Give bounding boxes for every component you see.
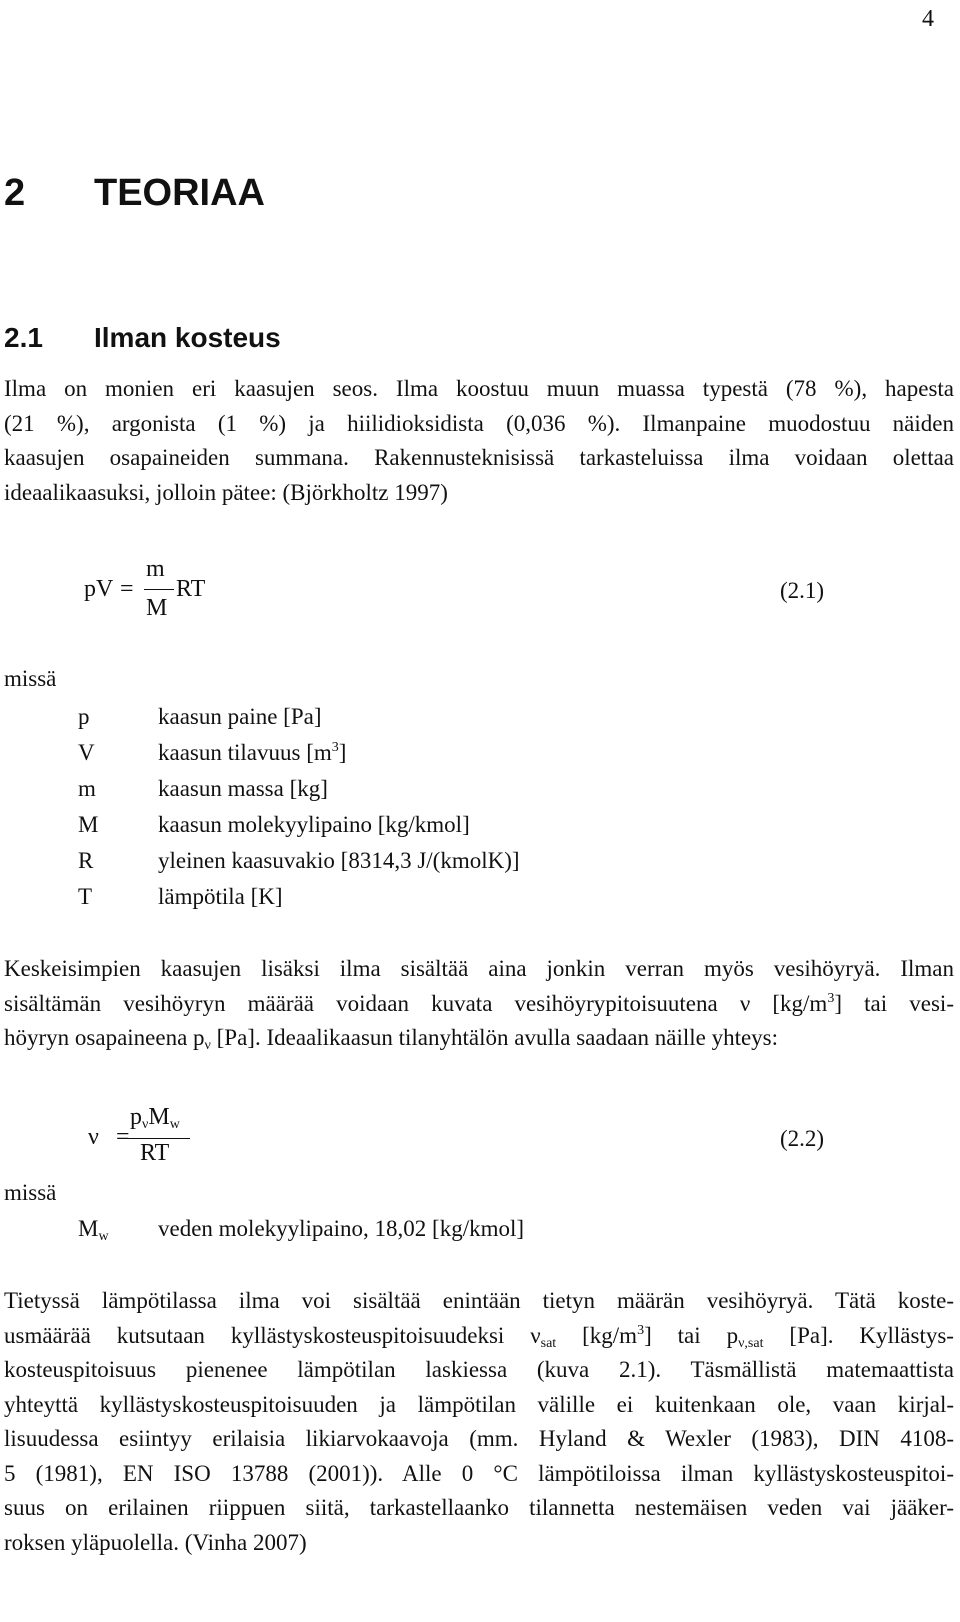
paragraph-line: suus on erilainen riippuen siitä, tarkastellaanko tilannetta nestemäisen veden vai jääker- bbox=[4, 1495, 954, 1520]
variable-description: yleinen kaasuvakio [8314,3 J/(kmolK)] bbox=[158, 848, 520, 873]
paragraph-line: yhteyttä kyllästyskosteuspitoisuuden ja lämpötilan välille ei kuitenkaan ole, vaan kirjal- bbox=[4, 1391, 954, 1417]
paragraph-line: lisuudessa esiintyy erilaisia likiarvokaavoja (mm. Hyland & Wexler (1983), DIN 4108- bbox=[4, 1426, 954, 1451]
eq1-lhs: pV bbox=[84, 576, 114, 602]
variable-description: lämpötila [K] bbox=[158, 884, 283, 909]
paragraph-line: Ilma on monien eri kaasujen seos. Ilma koostuu muun muassa typestä (78 %), hapesta bbox=[4, 376, 954, 401]
paragraph-line: Tietyssä lämpötilassa ilma voi sisältää enintään tietyn määrän vesihöyryä. Tätä koste- bbox=[4, 1288, 954, 1313]
section-title: Ilman kosteus bbox=[94, 322, 281, 353]
eq2-numerator: $p_\nu M_w$ bbox=[130, 1104, 180, 1132]
paragraph-line: usmäärää kutsutaan kyllästyskosteuspitoisuudeksi $\nu_{sat}$ $[kg/m^3]$ tai $p_{\nu,sat}$ [Pa]. Kyllästys- bbox=[4, 1322, 954, 1351]
paragraph-line: sisältämän vesihöyryn määrää voidaan kuvata vesihöyrypitoisuutena ν $[kg/m^3]$ tai vesi- bbox=[4, 990, 954, 1016]
chapter-number: 2 bbox=[4, 172, 26, 214]
eq1-numerator: m bbox=[146, 556, 165, 582]
variable-symbol: R bbox=[78, 848, 94, 873]
variable-description: kaasun paine [Pa] bbox=[158, 704, 322, 729]
paragraph-1 bbox=[4, 372, 954, 510]
paragraph-line: 5 (1981), EN ISO 13788 (2001)). Alle 0 °C lämpötiloissa ilman kyllästyskosteuspitoi- bbox=[4, 1460, 954, 1486]
paragraph-line: ideaalikaasuksi, jolloin pätee: (Björkholtz 1997) bbox=[4, 479, 448, 505]
where-label-2: missä bbox=[4, 1180, 57, 1205]
where-label-1: missä bbox=[4, 666, 57, 691]
variable-description: veden molekyylipaino, 18,02 [kg/kmol] bbox=[158, 1216, 525, 1241]
eq1-number: (2.1) bbox=[780, 578, 825, 603]
eq1-denominator: M bbox=[146, 595, 168, 621]
paragraph-3 bbox=[4, 1284, 954, 1560]
paragraph-line: höyryn osapaineena $p_\nu$ [Pa]. Ideaalikaasun tilanyhtälön avulla saadaan näille yhteys: bbox=[4, 1025, 779, 1053]
eq2-fraction-line bbox=[128, 1138, 190, 1139]
eq2-lhs: ν bbox=[88, 1124, 99, 1150]
paragraph-line: kaasujen osapaineiden summana. Rakennusteknisissä tarkasteluissa ilma voidaan olettaa bbox=[4, 445, 954, 470]
section-heading bbox=[4, 322, 281, 354]
eq2-denominator: RT bbox=[140, 1140, 170, 1166]
variable-symbol: V bbox=[78, 740, 95, 765]
variable-description: kaasun tilavuus $[m^3]$ bbox=[158, 740, 347, 765]
variable-symbol: $M_w$ bbox=[78, 1216, 109, 1244]
eq1-equals: = bbox=[120, 576, 134, 602]
paragraph-line: kosteuspitoisuus pienenee lämpötilan laskiessa (kuva 2.1). Täsmällistä matemaattista bbox=[4, 1357, 954, 1382]
chapter-heading bbox=[4, 172, 265, 215]
section-number: 2.1 bbox=[4, 322, 43, 353]
variable-symbol: m bbox=[78, 776, 96, 801]
eq2-number: (2.2) bbox=[780, 1126, 825, 1151]
variable-description: kaasun molekyylipaino [kg/kmol] bbox=[158, 812, 470, 837]
paragraph-2 bbox=[4, 952, 954, 1056]
eq2-equals: = bbox=[116, 1124, 130, 1150]
paragraph-line: roksen yläpuolella. (Vinha 2007) bbox=[4, 1529, 307, 1555]
chapter-title: TEORIAA bbox=[94, 172, 265, 214]
variable-symbol: p bbox=[78, 704, 90, 729]
variable-symbol: M bbox=[78, 812, 99, 837]
paragraph-line: (21 %), argonista (1 %) ja hiilidioksidista (0,036 %). Ilmanpaine muodostuu näiden bbox=[4, 410, 954, 436]
eq1-rhs: RT bbox=[176, 576, 206, 602]
page-number: 4 bbox=[922, 6, 934, 32]
variable-symbol: T bbox=[78, 884, 93, 909]
eq1-fraction-line bbox=[144, 589, 174, 590]
paragraph-line: Keskeisimpien kaasujen lisäksi ilma sisältää aina jonkin verran myös vesihöyryä. Ilman bbox=[4, 956, 954, 981]
variable-description: kaasun massa [kg] bbox=[158, 776, 328, 801]
